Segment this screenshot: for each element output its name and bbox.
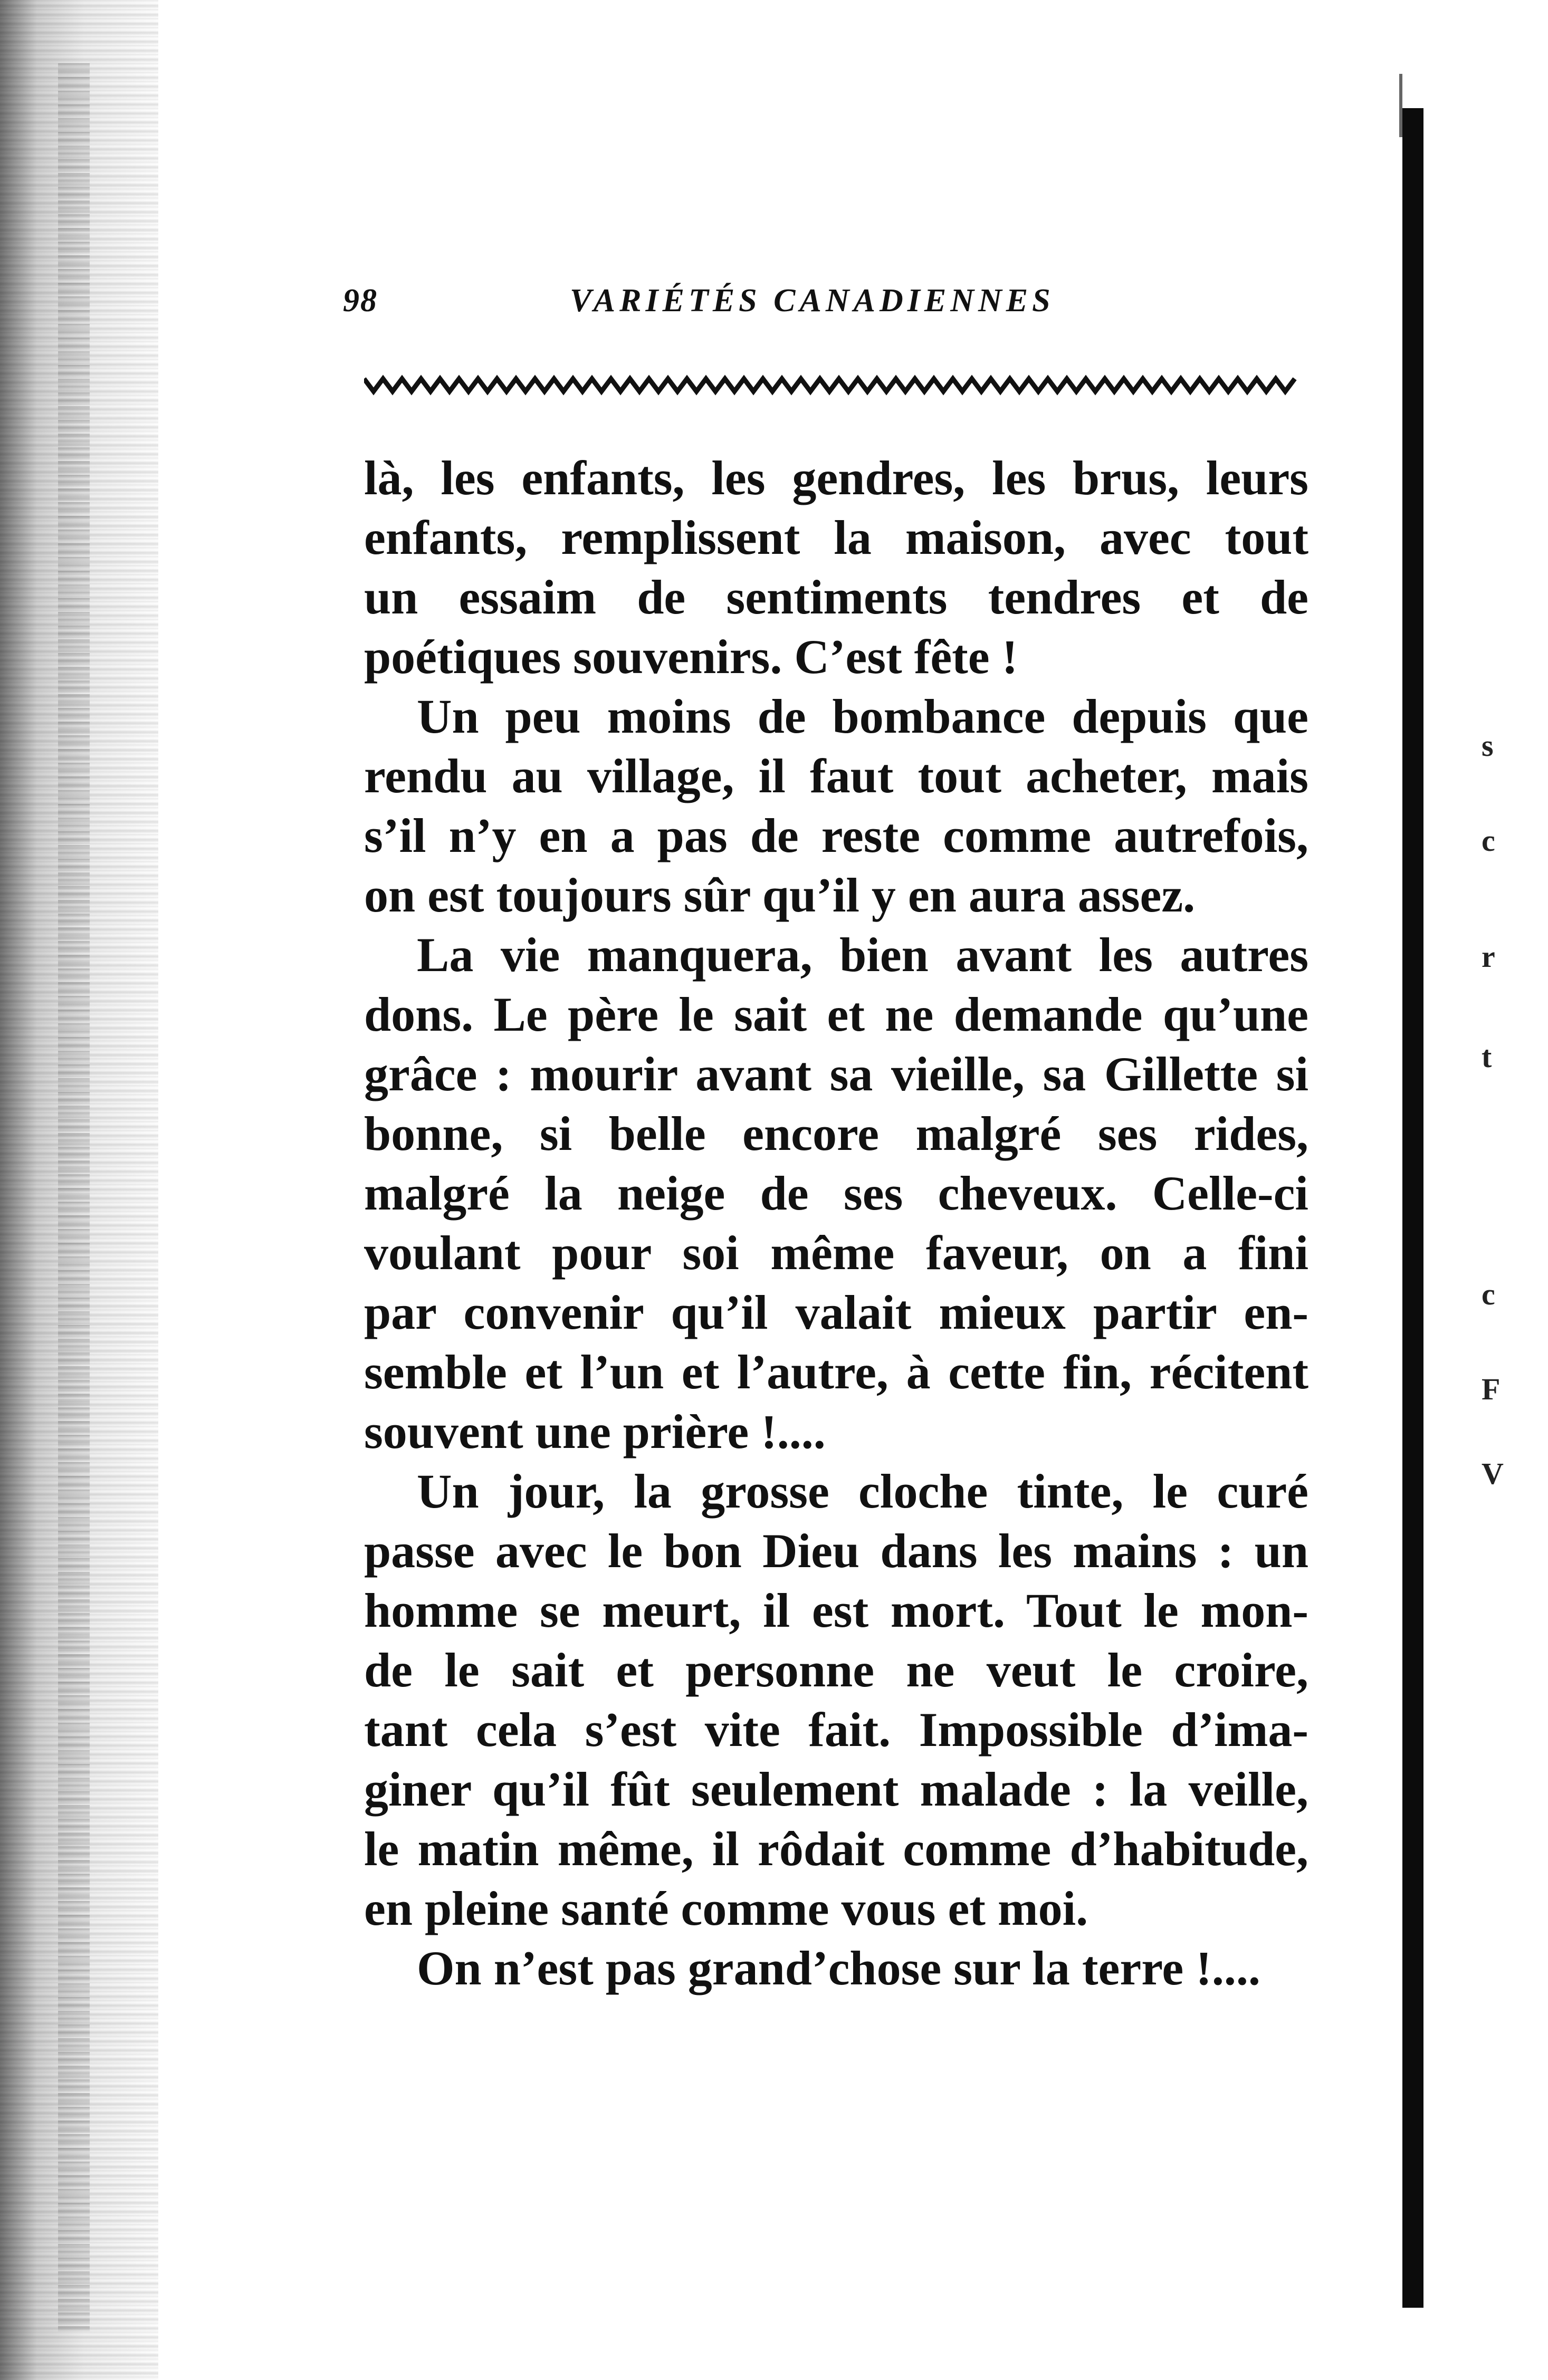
bleed-mark: s <box>1482 728 1494 763</box>
text-line: le matin même, il rôdait comme d’habitude, <box>364 1822 1308 1876</box>
text-line: bonne, si belle encore malgré ses rides, <box>364 1107 1308 1160</box>
text-line: là, les enfants, les gendres, les brus, leurs <box>364 451 1308 505</box>
text-line: par convenir qu’il valait mieux partir en- <box>364 1285 1308 1339</box>
gutter-shadow-bar <box>1402 108 1423 2308</box>
text-line: poétiques souvenirs. C’est fête ! <box>364 630 1018 684</box>
text-line: semble et l’un et l’autre, à cette fin, récitent <box>364 1345 1308 1399</box>
text-line: on est toujours sûr qu’il y en aura assez. <box>364 868 1196 922</box>
bleed-mark: V <box>1482 1456 1504 1491</box>
ornamental-rule <box>364 369 1303 401</box>
text-line: enfants, remplissent la maison, avec tout <box>364 511 1308 564</box>
text-line: un essaim de sentiments tendres et de <box>364 570 1308 624</box>
text-line: voulant pour soi même faveur, on a fini <box>364 1226 1308 1280</box>
bleed-mark: c <box>1482 1277 1495 1311</box>
zigzag-rule-icon <box>364 369 1303 401</box>
text-line: souvent une prière !.... <box>364 1405 826 1458</box>
scan-noise-left <box>58 63 90 2331</box>
text-line: Un jour, la grosse cloche tinte, le curé <box>417 1464 1308 1518</box>
text-line: homme se meurt, il est mort. Tout le mon- <box>364 1584 1308 1637</box>
text-line: Un peu moins de bombance depuis que <box>417 689 1308 743</box>
text-line: grâce : mourir avant sa vieille, sa Gillette si <box>364 1047 1308 1101</box>
page-header <box>343 282 1319 324</box>
text-line: de le sait et personne ne veut le croire, <box>364 1643 1308 1697</box>
bleed-mark: c <box>1482 823 1495 858</box>
body-text <box>364 448 1308 1998</box>
text-line: giner qu’il fût seulement malade : la veille, <box>364 1762 1308 1816</box>
text-line: tant cela s’est vite fait. Impossible d’ima- <box>364 1703 1308 1757</box>
bleed-mark: t <box>1482 1040 1492 1074</box>
bleed-mark: r <box>1482 939 1495 974</box>
running-title: VARIÉTÉS CANADIENNES <box>570 283 1055 319</box>
text-line: dons. Le père le sait et ne demande qu’une <box>364 987 1308 1041</box>
text-line: en pleine santé comme vous et moi. <box>364 1882 1088 1935</box>
text-line: s’il n’y en a pas de reste comme autrefois, <box>364 809 1308 862</box>
bleed-mark: F <box>1482 1372 1501 1406</box>
text-line: malgré la neige de ses cheveux. Celle-ci <box>364 1166 1308 1220</box>
text-line: On n’est pas grand’chose sur la terre !.... <box>417 1941 1260 1995</box>
text-line: passe avec le bon Dieu dans les mains : un <box>364 1524 1308 1578</box>
bleed-through-marks <box>1482 728 1513 1493</box>
text-line: La vie manquera, bien avant les autres <box>417 928 1308 982</box>
text-line: rendu au village, il faut tout acheter, mais <box>364 749 1308 803</box>
page-number: 98 <box>343 283 378 319</box>
